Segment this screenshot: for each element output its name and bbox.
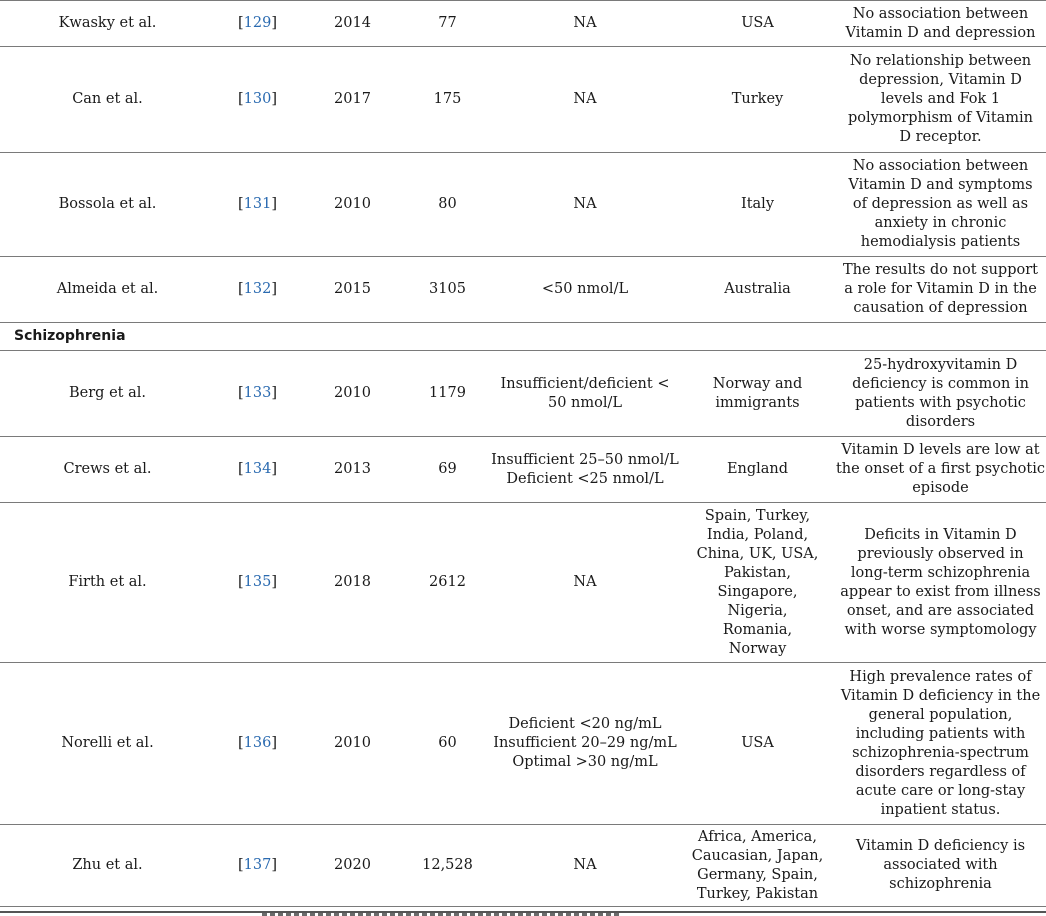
author-cell: Norelli et al. (0, 663, 215, 825)
cell-line: D receptor. (899, 129, 982, 145)
sample-size-cell: 12,528 (405, 825, 490, 907)
cell-line: Vitamin D levels are low at (841, 442, 1040, 458)
cell-line: polymorphism of Vitamin (847, 110, 1034, 126)
reference-cell: [135] (215, 503, 300, 663)
table-row (0, 503, 1046, 663)
cell-line: England (726, 461, 789, 477)
sample-size-cell: 77 (405, 1, 490, 47)
finding-cell (835, 503, 1046, 663)
country-cell (680, 503, 835, 663)
finding-cell (835, 437, 1046, 503)
cell-line: disorders regardless of (855, 763, 1026, 780)
reference-link[interactable]: 134 (243, 461, 272, 477)
cell-line: Romania, (722, 621, 793, 638)
year-cell: 2017 (300, 47, 405, 153)
country-cell (680, 663, 835, 825)
cell-line: Optimal >30 ng/mL (512, 754, 658, 770)
cell-line: episode (912, 480, 969, 496)
cell-line: Nigeria, (727, 602, 788, 619)
cell-line: Vitamin D and symptoms (848, 177, 1033, 193)
cell-line: Vitamin D and depression (845, 24, 1036, 41)
finding-cell (835, 351, 1046, 437)
table-row (0, 663, 1046, 825)
cell-line: No association between (852, 158, 1029, 174)
table-row (0, 437, 1046, 503)
reference-link[interactable]: 137 (243, 857, 272, 873)
reference-cell: [129] (215, 1, 300, 47)
cell-line: anxiety in chronic (874, 215, 1007, 231)
cell-line: including patients with (855, 725, 1026, 742)
country-cell (680, 1, 835, 47)
table-row (0, 1, 1046, 47)
cell-line: Spain, Turkey, (704, 507, 811, 524)
sample-size-cell: 80 (405, 153, 490, 257)
sample-size-cell: 1179 (405, 351, 490, 437)
author-cell: Can et al. (0, 47, 215, 153)
year-cell: 2014 (300, 1, 405, 47)
cell-line: China, UK, USA, (696, 545, 819, 562)
reference-link[interactable]: 132 (243, 281, 272, 297)
reference-cell: [130] (215, 47, 300, 153)
country-cell (680, 351, 835, 437)
cell-line: Vitamin D deficiency in the (840, 687, 1041, 704)
cell-line: previously observed in (857, 545, 1024, 562)
finding-cell (835, 663, 1046, 825)
cell-line: Insufficient 20–29 ng/mL (493, 735, 677, 751)
cell-line: 50 nmol/L (547, 394, 623, 411)
sample-size-cell: 69 (405, 437, 490, 503)
cell-line: The results do not support (843, 262, 1038, 278)
cell-line: appear to exist from illness (840, 583, 1041, 600)
cell-line: associated with (883, 857, 998, 873)
author-cell: Bossola et al. (0, 153, 215, 257)
section-header-row (0, 323, 1046, 351)
cell-line: immigrants (715, 394, 800, 411)
finding-cell (835, 257, 1046, 323)
cell-line: onset, and are associated (846, 602, 1035, 619)
vitamin-d-level-cell (490, 825, 680, 907)
cell-line: general population, (868, 706, 1013, 723)
finding-cell (835, 1, 1046, 47)
cell-line: acute care or long-stay (855, 782, 1026, 799)
reference-cell: [132] (215, 257, 300, 323)
cell-line: USA (741, 15, 774, 31)
author-cell: Crews et al. (0, 437, 215, 503)
reference-cell: [134] (215, 437, 300, 503)
finding-cell (835, 825, 1046, 907)
cell-line: Deficits in Vitamin D (864, 526, 1017, 543)
cell-line: Turkey, Pakistan (696, 885, 819, 902)
cell-line: long-term schizophrenia (850, 564, 1031, 581)
reference-link[interactable]: 133 (243, 385, 272, 401)
cell-line: Turkey (731, 91, 784, 107)
cell-line: a role for Vitamin D in the (844, 281, 1037, 297)
cell-line: inpatient status. (880, 801, 1001, 818)
reference-link[interactable]: 136 (243, 735, 272, 751)
country-cell (680, 153, 835, 257)
vitamin-d-level-cell (490, 1, 680, 47)
reference-link[interactable]: 131 (243, 196, 272, 212)
finding-cell (835, 153, 1046, 257)
cell-line: <50 nmol/L (541, 281, 629, 297)
cell-line: levels and Fok 1 (880, 91, 1001, 107)
sample-size-cell: 3105 (405, 257, 490, 323)
cell-line: Italy (740, 196, 775, 212)
year-cell: 2010 (300, 663, 405, 825)
cell-line: Vitamin D deficiency is (855, 838, 1026, 854)
author-cell: Kwasky et al. (0, 1, 215, 47)
cell-line: High prevalence rates of (849, 668, 1032, 685)
reference-link[interactable]: 130 (243, 91, 272, 107)
cell-line: 25-hydroxyvitamin D (863, 356, 1018, 373)
cell-line: NA (573, 196, 597, 212)
year-cell: 2018 (300, 503, 405, 663)
vitamin-d-level-cell (490, 257, 680, 323)
country-cell (680, 257, 835, 323)
sample-size-cell: 2612 (405, 503, 490, 663)
year-cell: 2015 (300, 257, 405, 323)
cell-line: USA (741, 735, 774, 751)
author-cell: Firth et al. (0, 503, 215, 663)
vitamin-d-level-cell (490, 503, 680, 663)
cell-line: Deficient <20 ng/mL (508, 716, 662, 732)
cell-line: causation of depression (853, 300, 1028, 316)
cell-line: schizophrenia (889, 876, 992, 892)
country-cell (680, 437, 835, 503)
cell-line: depression, Vitamin D (859, 72, 1022, 88)
table-row (0, 47, 1046, 153)
reference-cell: [133] (215, 351, 300, 437)
year-cell: 2010 (300, 351, 405, 437)
table-row (0, 153, 1046, 257)
cell-line: Pakistan, (723, 564, 792, 581)
cell-line: with worse symptomology (844, 621, 1037, 638)
section-label: Schizophrenia (0, 323, 1046, 351)
cell-line: Norway and (712, 375, 803, 392)
reference-link[interactable]: 129 (243, 15, 272, 31)
cell-line: Deficient <25 nmol/L (506, 470, 664, 487)
table-row (0, 257, 1046, 323)
reference-cell: [136] (215, 663, 300, 825)
cell-line: NA (573, 857, 597, 873)
reference-cell: [137] (215, 825, 300, 907)
cell-line: Norway (728, 640, 787, 657)
table-row (0, 825, 1046, 907)
cell-line: NA (573, 574, 597, 590)
year-cell: 2010 (300, 153, 405, 257)
year-cell: 2013 (300, 437, 405, 503)
vitamin-d-level-cell (490, 663, 680, 825)
country-cell (680, 47, 835, 153)
cell-line: of depression as well as (852, 196, 1029, 212)
cell-line: hemodialysis patients (860, 234, 1021, 250)
sample-size-cell: 60 (405, 663, 490, 825)
cell-line: NA (573, 91, 597, 107)
finding-cell (835, 47, 1046, 153)
year-cell: 2020 (300, 825, 405, 907)
cell-line: disorders (905, 413, 976, 430)
author-cell: Zhu et al. (0, 825, 215, 907)
cell-line: NA (573, 15, 597, 31)
author-cell: Berg et al. (0, 351, 215, 437)
sample-size-cell: 175 (405, 47, 490, 153)
vitamin-d-level-cell (490, 351, 680, 437)
cell-line: Africa, America, (698, 828, 817, 845)
cell-line: Australia (724, 281, 791, 297)
reference-cell: [131] (215, 153, 300, 257)
cell-line: the onset of a first psychotic (835, 461, 1045, 477)
vitamin-d-level-cell (490, 153, 680, 257)
cell-line: No association between (852, 5, 1029, 22)
cell-line: India, Poland, (706, 526, 809, 543)
cell-line: Germany, Spain, (697, 866, 818, 883)
vitamin-d-level-cell (490, 47, 680, 153)
cell-line: patients with psychotic (855, 394, 1026, 411)
vitamin-d-level-cell (490, 437, 680, 503)
author-cell: Almeida et al. (0, 257, 215, 323)
cell-line: Singapore, (717, 583, 798, 600)
cell-line: Insufficient/deficient < (500, 375, 670, 392)
reference-link[interactable]: 135 (243, 574, 272, 590)
cell-line: deficiency is common in (852, 375, 1029, 392)
cell-line: schizophrenia-spectrum (852, 744, 1029, 761)
cell-line: No relationship between (849, 53, 1032, 69)
cell-line: Insufficient 25–50 nmol/L (491, 451, 679, 468)
cell-line: Caucasian, Japan, (691, 847, 824, 864)
table-row (0, 351, 1046, 437)
country-cell (680, 825, 835, 907)
